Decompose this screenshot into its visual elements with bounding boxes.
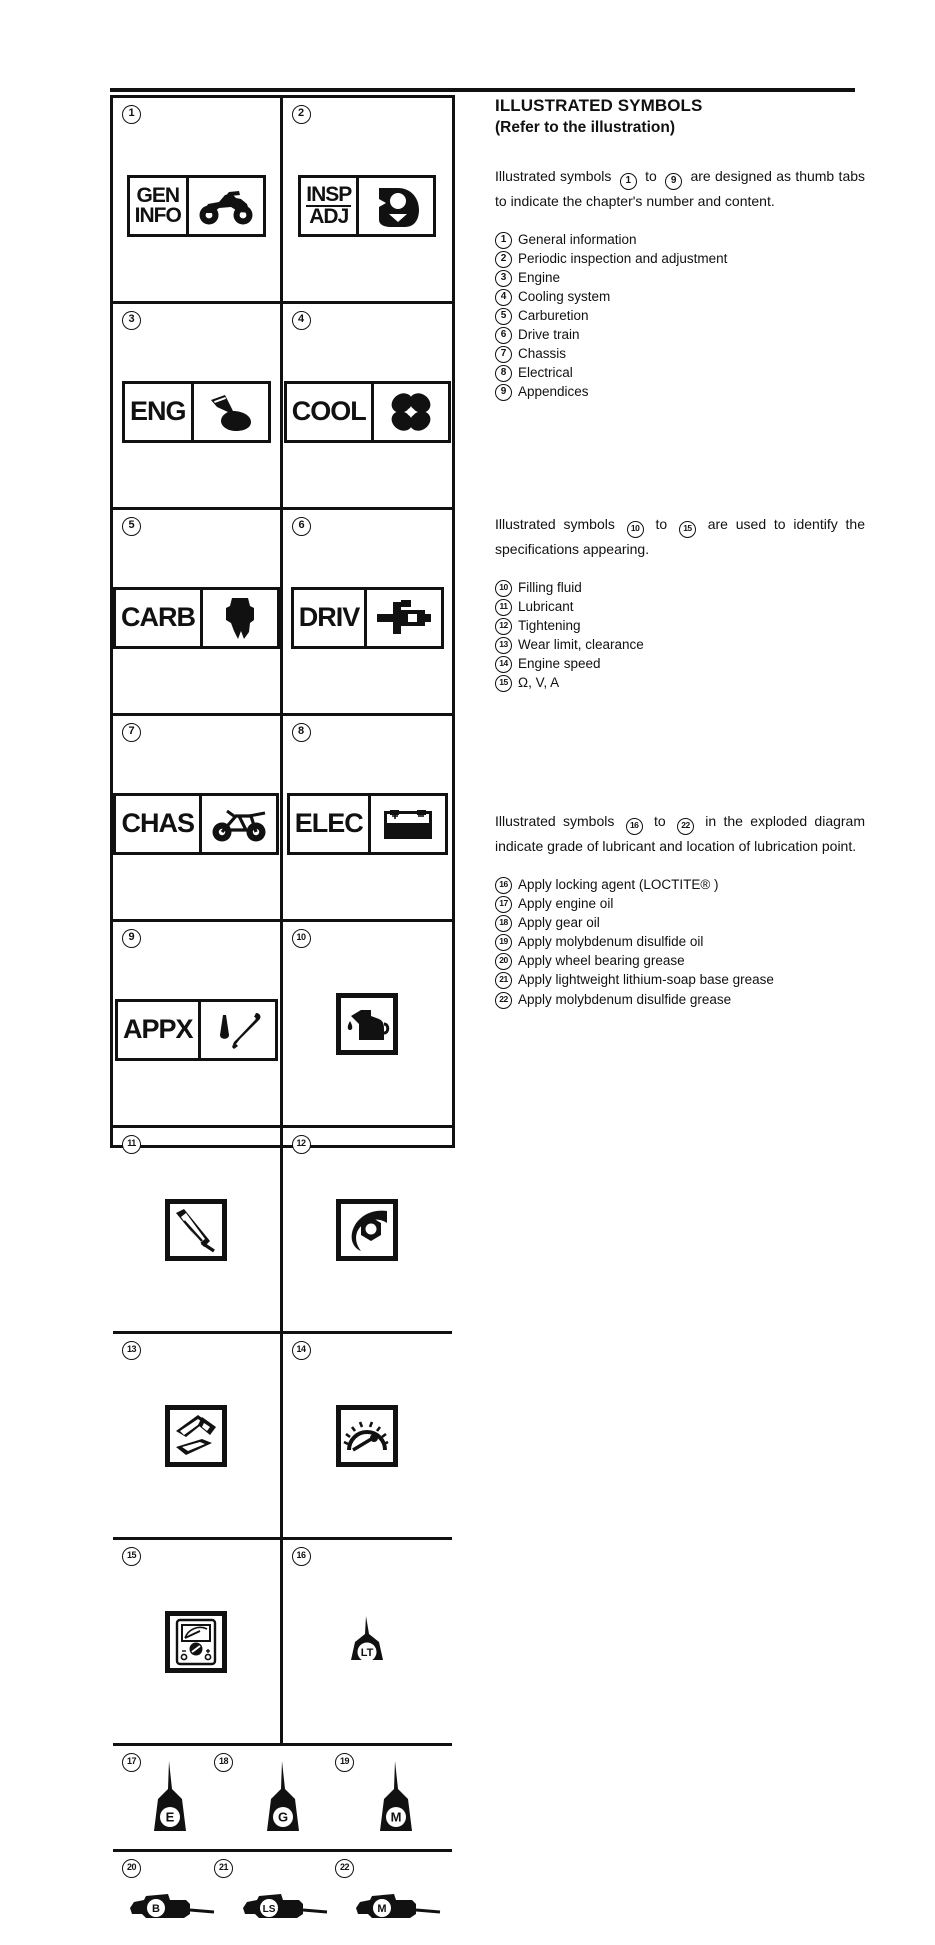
item-number: 8 (495, 365, 512, 382)
para-lead: Illustrated symbols (495, 813, 615, 830)
wrench-tighten-icon (336, 1199, 398, 1261)
lubrication-list (495, 876, 865, 1009)
item-label: Apply gear oil (518, 915, 600, 931)
tab-label (301, 178, 356, 234)
symbol-number: 1 (122, 105, 141, 124)
symbol-number: 5 (122, 517, 141, 536)
item-label: Drive train (518, 326, 580, 342)
item-label: Apply lightweight lithium-soap base grease (518, 972, 774, 988)
symbol-number: 10 (292, 929, 311, 948)
list-item (495, 674, 865, 692)
bottle-mark: M (390, 1809, 401, 1824)
thumb-tab-elec (287, 793, 448, 855)
header-rule (110, 88, 855, 92)
thumb-tab-chas (113, 793, 279, 855)
item-label: Lubricant (518, 598, 574, 614)
item-number: 2 (495, 251, 512, 268)
grid-row (113, 716, 452, 922)
thumb-tab-driv (291, 587, 445, 649)
tab-label (294, 590, 365, 646)
list-item (495, 636, 865, 654)
locking-agent-tube-icon (339, 1614, 395, 1670)
para-lead: Illustrated symbols (495, 167, 612, 184)
item-number: 19 (495, 934, 512, 951)
symbol-cell-12 (283, 1128, 453, 1331)
symbol-number: 9 (122, 929, 141, 948)
symbol-cell-19 (339, 1746, 452, 1849)
item-label: Electrical (518, 365, 573, 381)
grease-gun-icon (165, 1199, 227, 1261)
grid-row-grease-guns (113, 1852, 452, 1945)
item-number: 22 (495, 992, 512, 1009)
tab-label-line: INSP (306, 182, 352, 206)
list-item (495, 598, 865, 616)
list-item (495, 952, 865, 970)
symbol-number: 16 (292, 1547, 311, 1566)
symbol-number: 2 (292, 105, 311, 124)
symbol-cell-13 (113, 1334, 283, 1537)
list-item (495, 895, 865, 913)
tab-label (290, 796, 368, 852)
symbol-cell-20 (113, 1852, 226, 1945)
symbol-cell-15 (113, 1540, 283, 1743)
grid-row-oil-bottles (113, 1746, 452, 1852)
item-label: Filling fluid (518, 579, 582, 595)
symbol-cell-4 (283, 304, 453, 507)
list-item (495, 345, 865, 363)
para-to: to (653, 813, 666, 830)
grease-gun-lateral-icon (237, 1888, 329, 1926)
inline-number: 10 (627, 521, 644, 538)
item-label: General information (518, 231, 637, 247)
illustrated-symbols-grid (110, 95, 455, 1915)
symbol-cell-18 (218, 1746, 339, 1849)
battery-icon (368, 796, 445, 852)
grid-row (113, 1128, 452, 1334)
symbol-number: 19 (335, 1753, 354, 1772)
symbol-number: 18 (214, 1753, 233, 1772)
inline-number: 16 (626, 818, 643, 835)
para-tail: are used to identify the specifications appearing. (495, 516, 865, 558)
symbol-number: 4 (292, 311, 311, 330)
bottle-mark: E (165, 1809, 174, 1824)
tab-label (287, 384, 371, 440)
symbol-number: 8 (292, 723, 311, 742)
thumb-tab-carb (113, 587, 280, 649)
item-label: Appendices (518, 384, 589, 400)
thumb-tab-gen-info (127, 175, 266, 237)
para-to: to (655, 516, 668, 533)
tab-label-line: ENG (129, 396, 186, 427)
gun-mark: B (151, 1902, 160, 1915)
list-item (495, 876, 865, 894)
thumb-tab-eng (122, 381, 271, 443)
item-label: Chassis (518, 346, 567, 361)
tab-label-line: APPX (122, 1014, 193, 1045)
tab-label-line: CARB (121, 602, 195, 633)
page-title: ILLUSTRATED SYMBOLS (495, 96, 703, 115)
caliper-icon (165, 1405, 227, 1467)
inline-number: 9 (665, 173, 682, 190)
symbol-cell-8 (283, 716, 453, 919)
spec-list (495, 579, 865, 692)
item-number: 20 (495, 953, 512, 970)
specs-paragraph (495, 513, 865, 561)
symbol-cell-21 (218, 1852, 339, 1945)
grid-row (113, 98, 452, 304)
para-lead: Illustrated symbols (495, 516, 615, 533)
item-label: Periodic inspection and adjustment (518, 250, 728, 266)
list-item (495, 288, 865, 306)
item-number: 10 (495, 580, 512, 597)
item-number: 12 (495, 618, 512, 635)
list-item (495, 383, 865, 401)
symbol-cell-17 (113, 1746, 226, 1849)
oil-bottle-icon (368, 1759, 424, 1837)
gun-mark: LS (262, 1903, 275, 1915)
item-label: Ω, V, A (518, 675, 560, 691)
list-item (495, 307, 865, 325)
oil-can-icon (336, 993, 398, 1055)
atv-icon (186, 178, 263, 234)
multimeter-icon (165, 1611, 227, 1673)
item-label: Tightening (518, 618, 581, 634)
list-item (495, 250, 865, 268)
item-number: 17 (495, 896, 512, 913)
thumb-tab-cool (284, 381, 451, 443)
list-item (495, 269, 865, 287)
symbol-number: 17 (122, 1753, 141, 1772)
page-subtitle: (Refer to the illustration) (495, 118, 675, 136)
symbol-cell-16 (283, 1540, 453, 1743)
grease-gun-lateral-icon (124, 1888, 216, 1926)
grid-row (113, 1334, 452, 1540)
item-label: Engine speed (518, 656, 601, 672)
item-number: 6 (495, 327, 512, 344)
symbol-cell-3 (113, 304, 283, 507)
symbol-cell-9 (113, 922, 283, 1125)
item-number: 3 (495, 270, 512, 287)
bottle-mark: G (277, 1809, 288, 1824)
inline-number: 15 (679, 521, 696, 538)
item-label: Apply wheel bearing grease (518, 953, 685, 969)
list-item (495, 364, 865, 382)
item-number: 11 (495, 599, 512, 616)
symbol-cell-22 (339, 1852, 452, 1945)
oil-bottle-icon (255, 1759, 311, 1837)
symbol-cell-1 (113, 98, 283, 301)
tachometer-icon (336, 1405, 398, 1467)
list-item (495, 326, 865, 344)
wrench-nut-icon (356, 178, 433, 234)
list-item (495, 579, 865, 597)
motorcycle-icon (199, 796, 276, 852)
list-item (495, 617, 865, 635)
grid-row (113, 922, 452, 1128)
symbol-number: 14 (292, 1341, 311, 1360)
para-tail: are designed as thumb tabs to indicate the chapter's number and content. (495, 167, 866, 209)
para-tail: in the exploded diagram indicate grade of lubricant and location of lubrication point. (495, 813, 865, 855)
symbol-cell-10 (283, 922, 453, 1125)
tools-icon (198, 1002, 275, 1058)
list-item (495, 914, 865, 932)
tab-label (116, 796, 199, 852)
list-item (495, 933, 865, 951)
oil-bottle-icon (142, 1759, 198, 1837)
symbol-number: 20 (122, 1859, 141, 1878)
item-number: 18 (495, 915, 512, 932)
tab-label-line: DRIV (298, 602, 360, 633)
inline-number: 22 (677, 818, 694, 835)
item-label: Apply molybdenum disulfide grease (518, 991, 732, 1007)
driveshaft-icon (364, 590, 441, 646)
list-item (495, 971, 865, 989)
lubrication-paragraph (495, 810, 865, 858)
item-number: 9 (495, 384, 512, 401)
item-number: 4 (495, 289, 512, 306)
para-to: to (645, 167, 657, 184)
piston-icon (191, 384, 268, 440)
tab-label-line: ADJ (309, 205, 349, 228)
item-number: 15 (495, 675, 512, 692)
carburetor-icon (200, 590, 277, 646)
item-number: 14 (495, 656, 512, 673)
thumb-tab-insp-adj (298, 175, 436, 237)
item-number: 7 (495, 346, 512, 363)
symbol-number: 12 (292, 1135, 311, 1154)
text-column (495, 95, 865, 1010)
item-number: 13 (495, 637, 512, 654)
tab-label (130, 178, 186, 234)
grid-row (113, 304, 452, 510)
item-label: Carburetion (518, 307, 589, 323)
item-label: Cooling system (518, 288, 611, 304)
item-label: Apply molybdenum disulfide oil (518, 934, 704, 950)
thumb-tab-appx (115, 999, 278, 1061)
grid-row (113, 1540, 452, 1746)
chapters-paragraph (495, 165, 865, 213)
fan-icon (371, 384, 448, 440)
chapter-list (495, 231, 865, 402)
item-label: Engine (518, 269, 561, 285)
tube-mark: LT (360, 1646, 374, 1659)
symbol-number: 11 (122, 1135, 141, 1154)
tab-label-line: COOL (291, 396, 366, 427)
item-label: Apply locking agent (LOCTITE® ) (518, 877, 719, 893)
symbol-cell-7 (113, 716, 283, 919)
grid-row (113, 510, 452, 716)
symbol-number: 3 (122, 311, 141, 330)
symbol-number: 6 (292, 517, 311, 536)
symbol-cell-2 (283, 98, 453, 301)
list-item (495, 655, 865, 673)
tab-label-line: INFO (134, 203, 181, 227)
tab-label (116, 590, 200, 646)
item-label: Apply engine oil (518, 896, 614, 912)
item-number: 16 (495, 877, 512, 894)
inline-number: 1 (620, 173, 637, 190)
symbol-cell-5 (113, 510, 283, 713)
tab-label-line: ELEC (294, 808, 363, 839)
tab-label (125, 384, 191, 440)
grease-gun-lateral-icon (350, 1888, 442, 1926)
symbol-number: 13 (122, 1341, 141, 1360)
symbol-cell-6 (283, 510, 452, 713)
symbol-number: 15 (122, 1547, 141, 1566)
symbol-cell-14 (283, 1334, 453, 1537)
item-label: Wear limit, clearance (518, 637, 644, 653)
list-item (495, 231, 865, 249)
tab-label (118, 1002, 198, 1058)
list-item (495, 991, 865, 1009)
item-number: 21 (495, 972, 512, 989)
item-number: 5 (495, 308, 512, 325)
symbol-cell-11 (113, 1128, 283, 1331)
gun-mark: M (376, 1902, 387, 1915)
symbol-number: 21 (214, 1859, 233, 1878)
symbol-number: 22 (335, 1859, 354, 1878)
tab-label-line: CHAS (121, 808, 194, 839)
tab-label-line: GEN (136, 184, 179, 208)
symbol-number: 7 (122, 723, 141, 742)
item-number: 1 (495, 232, 512, 249)
